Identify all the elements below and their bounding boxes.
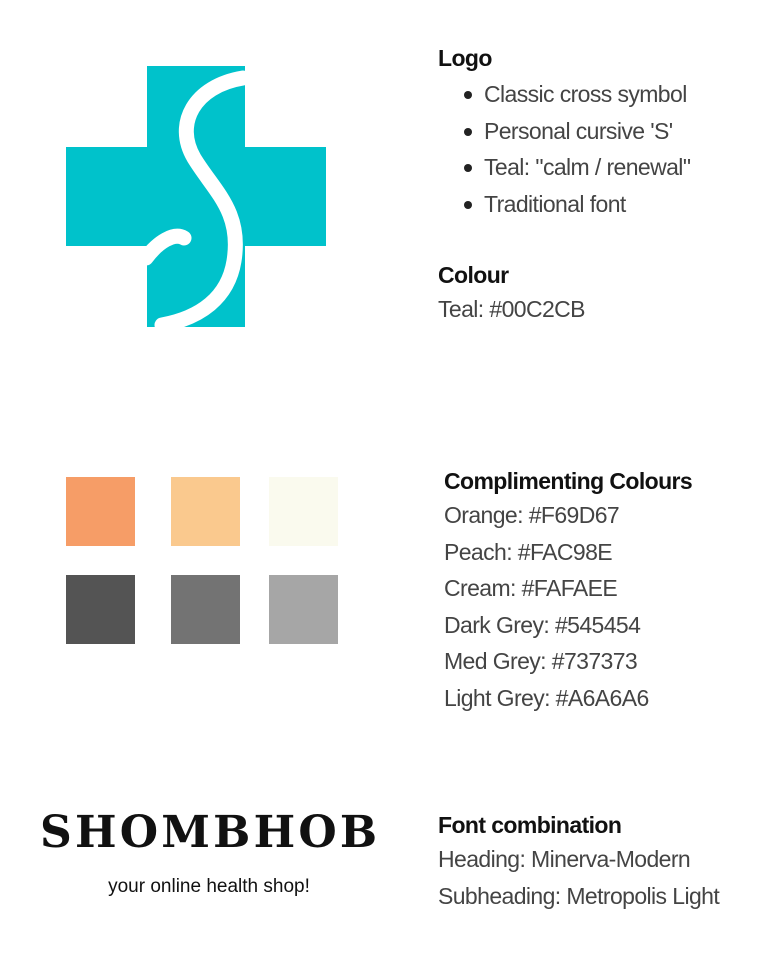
subheading-font-label: Subheading: Metropolis Light [438,882,720,909]
color-label-med-grey: Med Grey: #737373 [444,648,638,675]
list-item [438,186,768,223]
font-combination-section [438,809,768,914]
bullet-text: Teal: "calm / renewal" [484,154,691,181]
bullet-icon [464,128,472,136]
swatch-orange [66,477,135,546]
bullet-icon [464,91,472,99]
swatch-light-grey [269,575,338,644]
logo-bullet-list [438,76,768,222]
bullet-text: Classic cross symbol [484,81,687,107]
cross-logo-icon [66,66,326,327]
font-combination-heading: Font combination [438,812,622,838]
color-label-orange: Orange: #F69D67 [444,502,620,528]
bullet-icon [464,164,472,172]
colour-heading: Colour [438,262,509,288]
colour-value: Teal: #00C2CB [438,296,585,322]
complimenting-colours-section [444,465,774,717]
swatch-dark-grey [66,575,135,644]
color-label-dark-grey: Dark Grey: #545454 [444,611,641,638]
list-item [438,149,768,186]
logo-section [438,42,768,222]
list-item [438,76,768,113]
colour-section [438,259,768,328]
logo-heading: Logo [438,45,492,71]
list-item [438,113,768,150]
color-label-cream: Cream: #FAFAEE [444,575,618,602]
swatch-peach [171,477,240,546]
logo [66,66,326,327]
complimenting-colours-heading: Complimenting Colours [444,468,693,494]
swatch-cream [269,477,338,546]
brand-wordmark: SHOMBHOB [40,807,381,858]
heading-font-label: Heading: Minerva-Modern [438,846,691,872]
swatch-med-grey [171,575,240,644]
brand-tagline: your online health shop! [108,876,310,897]
bullet-text: Traditional font [484,190,626,217]
bullet-text: Personal cursive 'S' [484,117,673,144]
bullet-icon [464,201,472,209]
color-label-peach: Peach: #FAC98E [444,538,613,565]
color-label-light-grey: Light Grey: #A6A6A6 [444,684,649,711]
